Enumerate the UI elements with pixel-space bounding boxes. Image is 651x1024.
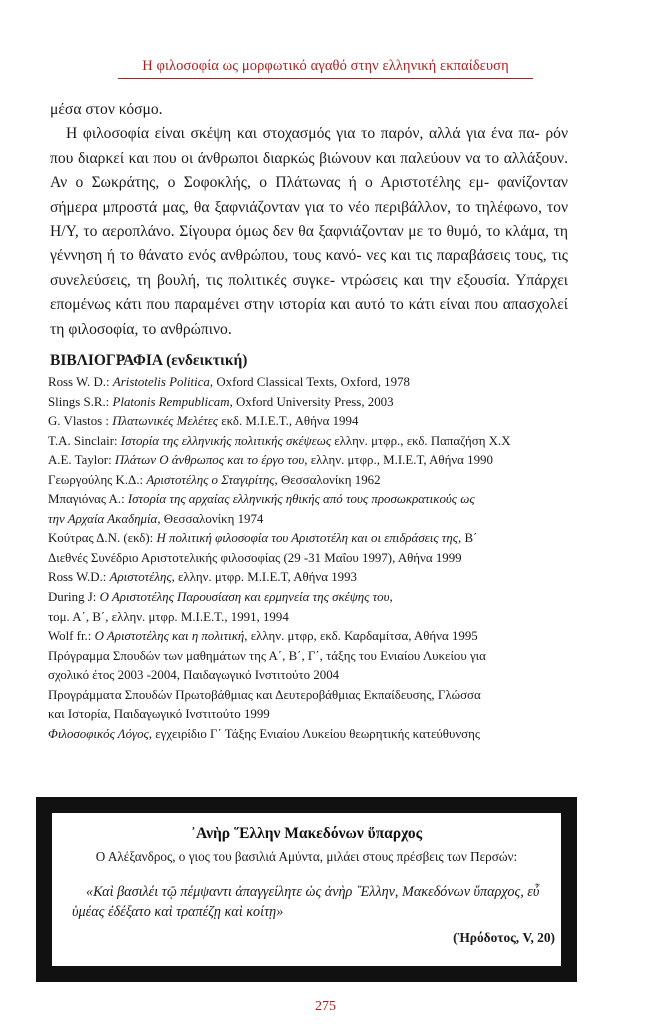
bibliography-author: Πρόγραμμα Σπουδών των μαθημάτων της Α΄, Β΄, Γ΄, τάξης του Ενιαίου Λυκείου για bbox=[48, 648, 486, 663]
bibliography-work: την Αρχαία Ακαδημία bbox=[48, 511, 158, 526]
bibliography-entry bbox=[48, 549, 568, 569]
bibliography-entry bbox=[48, 666, 568, 686]
bibliography-entry bbox=[48, 725, 568, 745]
bibliography-entry bbox=[48, 647, 568, 667]
header-rule bbox=[118, 78, 533, 79]
bibliography-work: Ιστορία της αρχαίας ελληνικής ηθικής από τους προσωκρατικούς ως bbox=[127, 492, 475, 507]
bibliography-entry bbox=[48, 588, 568, 608]
bibliography-entry bbox=[48, 686, 568, 706]
bibliography-rest: , ελλην. μτφρ., Μ.Ι.Ε.Τ, Αθήνα 1990 bbox=[304, 453, 493, 468]
quote-box bbox=[36, 797, 577, 982]
bibliography-entry bbox=[48, 490, 568, 510]
quote-intro: Ο Αλέξανδρος, ο γιος του βασιλιά Αμύντα, μιλάει στους πρέσβεις των Περσών: bbox=[95, 849, 518, 864]
bibliography-author: Wolf fr.: bbox=[48, 629, 95, 644]
bibliography-rest: τομ. Α΄, Β΄, ελλην. μτφρ. Μ.Ι.Ε.Τ., 1991, 1994 bbox=[48, 609, 289, 624]
bibliography-work: Αριστοτέλης ο Σταγιρίτης bbox=[146, 472, 275, 487]
bibliography-work: Η πολιτική φιλοσοφία του Αριστοτέλη και οι επιδράσεις της bbox=[156, 531, 459, 546]
bibliography-entry bbox=[48, 432, 568, 452]
body-line: ντρώσεις και την εξουσία. Υπάρχει επομένως κάτι που παραμένει στην bbox=[50, 271, 568, 314]
body-line: το τηλέφωνο, τον Η/Υ, το αεροπλάνο. Σίγουρα όμως δεν θα ξαφνιάζονταν bbox=[50, 198, 569, 241]
bibliography-author: Slings S.R.: bbox=[48, 394, 113, 409]
bibliography-rest: σχολικό έτος 2003 -2004, Παιδαγωγικό Ινστιτούτο 2004 bbox=[48, 668, 340, 683]
quote-box-inner bbox=[52, 813, 561, 966]
body-line: ιστορία και αυτό το κάτι είναι που απασχολεί τη φιλοσοφία, το ανθρώπινο. bbox=[50, 296, 569, 338]
bibliography-entry bbox=[48, 608, 568, 628]
bibliography-rest: , Oxford University Press, 2003 bbox=[229, 394, 394, 409]
bibliography-author: T.A. Sinclair: bbox=[48, 433, 121, 448]
bibliography-list bbox=[48, 373, 568, 744]
bibliography-author: A.E. Taylor: bbox=[48, 453, 115, 468]
bibliography-entry bbox=[48, 627, 568, 647]
bibliography-author: Ross W. D.: bbox=[48, 375, 113, 389]
bibliography-author: During J: bbox=[48, 590, 100, 605]
bibliography-work: Φιλοσοφικός Λόγος bbox=[48, 726, 149, 741]
bibliography-entry bbox=[48, 393, 568, 413]
bibliography-entry bbox=[48, 568, 568, 588]
quote-source: (Ἡρόδοτος, V, 20) bbox=[453, 930, 555, 945]
bibliography-rest: εκδ. Μ.Ι.Ε.Τ., Αθήνα 1994 bbox=[218, 414, 359, 429]
quote-title: ᾿Ανὴρ ῞Ελλην Μακεδόνων ὕπαρχος bbox=[190, 825, 423, 842]
body-line: με το θυμό, το κλάμα, τη γέννηση ή το θάνατο ενός ανθρώπου, τους κανό- bbox=[50, 223, 568, 265]
body-paragraph bbox=[50, 98, 568, 342]
bibliography-work: Ιστορία της ελληνικής πολιτικής σκέψεως bbox=[120, 433, 332, 448]
bibliography-work: Aristotelis Politica bbox=[112, 375, 210, 389]
bibliography-rest: , Oxford Classical Texts, Oxford, 1978 bbox=[209, 375, 410, 389]
bibliography-rest: , bbox=[389, 590, 393, 605]
bibliography-rest: , ελλην. μτφρ. Μ.Ι.Ε.Τ, Αθήνα 1993 bbox=[171, 570, 358, 585]
bibliography-rest: , ελλην. μτφρ, εκδ. Καρδαμίτσα, Αθήνα 1995 bbox=[244, 629, 478, 644]
running-header: Η φιλοσοφία ως μορφωτικό αγαθό στην ελληνική εκπαίδευση bbox=[142, 58, 509, 74]
bibliography-entry bbox=[48, 529, 568, 549]
bibliography-rest: Διεθνές Συνέδριο Αριστοτελικής φιλοσοφίας (29 -31 Μαΐου 1997), Αθήνα 1999 bbox=[48, 550, 462, 565]
body-line: μέσα στον κόσμο. bbox=[50, 101, 163, 118]
bibliography-entry bbox=[48, 451, 568, 471]
bibliography-work: Ο Αριστοτέλης και η πολιτική bbox=[94, 629, 245, 644]
bibliography-author: Ross W.D.: bbox=[48, 570, 110, 585]
bibliography-author: Μπαγιόνας Α.: bbox=[48, 492, 128, 507]
bibliography-rest: και Ιστορία, Παιδαγωγικό Ινστιτούτο 1999 bbox=[48, 707, 270, 722]
bibliography-work: Αριστοτέλης bbox=[109, 570, 172, 585]
body-line: αλλάξουν. Αν ο Σωκράτης, ο Σοφοκλής, ο Πλάτωνας ή ο Αριστοτέλης εμ- bbox=[50, 149, 568, 192]
bibliography-title: ΒΙΒΛΙΟΓΡΑΦΙΑ (ενδεικτική) bbox=[50, 352, 248, 369]
bibliography-entry bbox=[48, 510, 568, 530]
bibliography-work: Platonis Rempublicam bbox=[112, 394, 230, 409]
bibliography-entry bbox=[48, 373, 568, 393]
body-line: νες και τις παραβάσεις τους, τις συνελεύσεις, τη βουλή, τις πολιτικές συγκε- bbox=[50, 247, 568, 289]
bibliography-rest: , εγχειρίδιο Γ΄ Τάξης Ενιαίου Λυκείου θεωρητικής κατεύθυνσης bbox=[148, 726, 480, 741]
bibliography-rest: ελλην. μτφρ., εκδ. Παπαζήση Χ.Χ bbox=[331, 433, 511, 448]
bibliography-entry bbox=[48, 471, 568, 491]
bibliography-author: Γεωργούλης Κ.Δ.: bbox=[48, 472, 147, 487]
body-line: φανίζονταν σήμερα μπροστά μας, θα ξαφνιάζονταν για το νέο περιβάλλον, bbox=[50, 174, 568, 216]
bibliography-author: Προγράμματα Σπουδών Πρωτοβάθμιας και Δευτεροβάθμιας Εκπαίδευσης, Γλώσσα bbox=[48, 687, 481, 702]
bibliography-author: G. Vlastos : bbox=[48, 414, 113, 429]
bibliography-entry bbox=[48, 705, 568, 725]
page-number: 275 bbox=[315, 999, 336, 1014]
bibliography-rest: , Θεσσαλονίκη 1962 bbox=[274, 472, 381, 487]
body-line: ρόν που διαρκεί και που οι άνθρωποι διαρκώς βιώνουν και παλεύουν να το bbox=[50, 125, 568, 167]
bibliography-entry bbox=[48, 412, 568, 432]
body-paragraph-text bbox=[50, 122, 568, 342]
bibliography-author: Κούτρας Δ.Ν. (εκδ): bbox=[48, 531, 157, 546]
bibliography-rest: , Θεσσαλονίκη 1974 bbox=[157, 511, 264, 526]
body-line: Η φιλοσοφία είναι σκέψη και στοχασμός για το παρόν, αλλά για ένα πα- bbox=[66, 125, 540, 143]
bibliography-work: Πλατωνικές Μελέτες bbox=[112, 414, 219, 429]
quote-text: «Καὶ βασιλέι τῷ πέμψαντι ἀπαγγείλητε ὡς ἀνὴρ ῞Ελλην, Μακεδόνων ὕπαρχος, εὖ ὑμέας ἐδέξατο καὶ τραπέζῃ καὶ κοίτῃ» bbox=[72, 884, 540, 920]
bibliography-work: Πλάτων Ο άνθρωπος και το έργο του bbox=[114, 453, 305, 468]
bibliography-rest: , Β΄ bbox=[458, 531, 478, 546]
bibliography-work: Ο Αριστοτέλης Παρουσίαση και ερμηνεία της σκέψης του bbox=[99, 590, 390, 605]
